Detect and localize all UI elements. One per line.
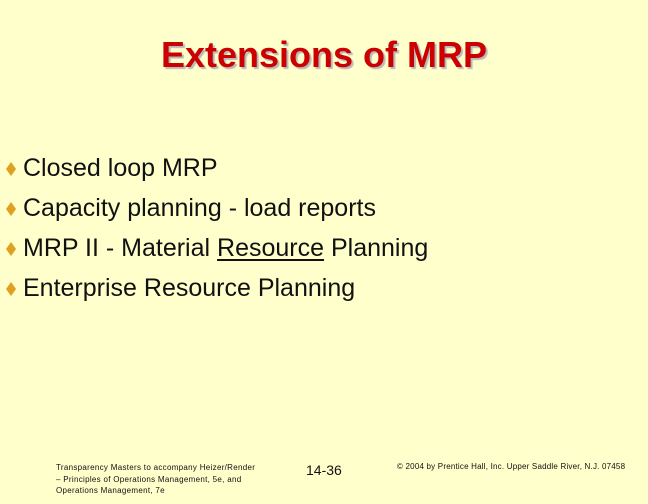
bullet-text: Enterprise Resource Planning: [23, 274, 356, 302]
slide-number: 14-36: [306, 462, 342, 478]
diamond-icon: [6, 162, 16, 176]
bullet-item: [6, 148, 428, 188]
slide-title: Extensions of MRP: [160, 34, 488, 75]
bullet-text: Capacity planning - load reports: [23, 194, 376, 222]
bullet-text: [23, 232, 428, 264]
footer-copyright: © 2004 by Prentice Hall, Inc. Upper Saddle River, N.J. 07458: [397, 462, 626, 471]
bullet-text-after: Planning: [324, 234, 429, 262]
bullet-item: [6, 188, 428, 228]
bullet-text: Closed loop MRP: [23, 154, 218, 182]
bullet-list: [6, 148, 428, 308]
footer-attribution: Transparency Masters to accompany Heizer/Render – Principles of Operations Management, 5e, and Operations Management, 7e: [56, 463, 256, 495]
bullet-text-underlined: Resource: [217, 234, 325, 262]
diamond-icon: [6, 282, 16, 296]
bullet-item: [6, 268, 428, 308]
diamond-icon: [6, 202, 16, 216]
bullet-item: [6, 228, 428, 268]
bullet-text-before: MRP II - Material: [23, 234, 218, 262]
diamond-icon: [6, 242, 16, 256]
